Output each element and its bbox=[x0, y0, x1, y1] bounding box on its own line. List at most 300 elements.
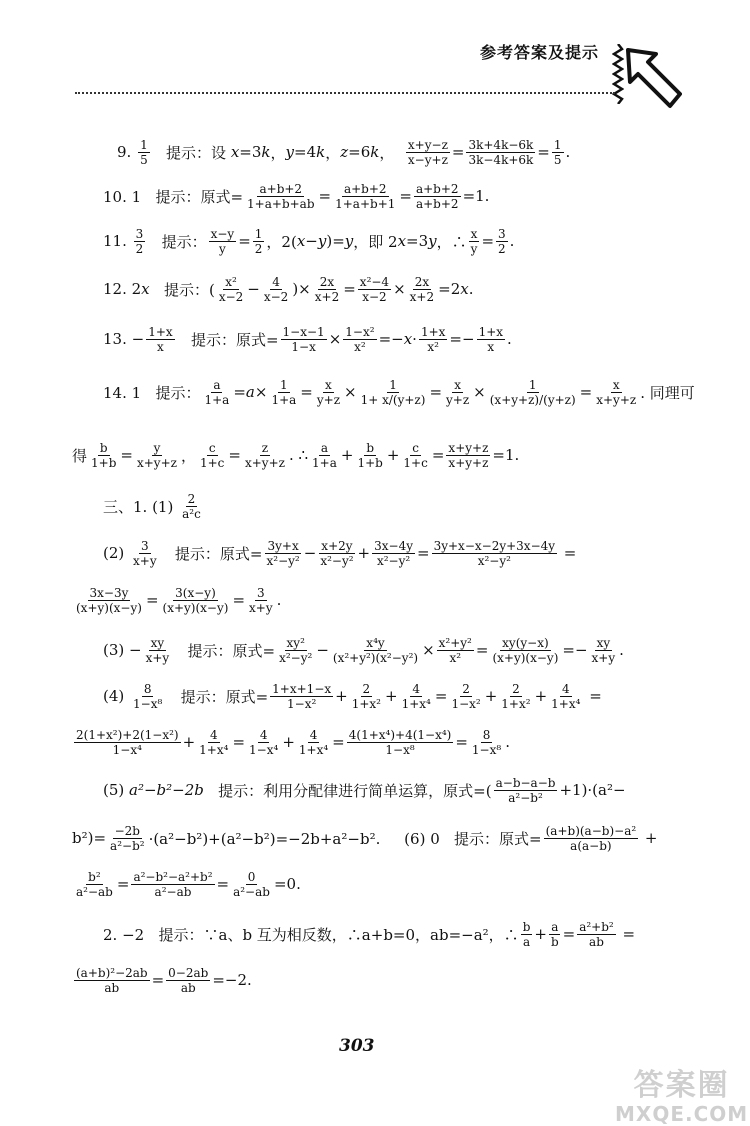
fraction-denominator: 3k−4k+6k bbox=[468, 152, 534, 167]
fraction-numerator: x bbox=[325, 377, 332, 392]
line-text: 提示： bbox=[147, 232, 207, 251]
fraction-denominator: 1+a+b+ab bbox=[247, 196, 315, 211]
fraction-numerator: c bbox=[412, 440, 419, 455]
line-text: + bbox=[385, 687, 398, 705]
line-text: 10. 1 提示：原式= bbox=[103, 187, 244, 206]
fraction-numerator: 1 bbox=[553, 137, 562, 152]
line-text: × bbox=[328, 330, 342, 348]
fraction-denominator: 1+a bbox=[204, 392, 230, 407]
fraction bbox=[74, 586, 144, 615]
line-text: ， bbox=[180, 446, 196, 465]
fraction-numerator: xy(y−x) bbox=[502, 635, 549, 650]
fraction bbox=[161, 586, 231, 615]
fraction bbox=[247, 728, 280, 757]
math-variable: a²−b²−2b bbox=[129, 781, 204, 799]
line-text: (3) − bbox=[103, 641, 142, 659]
fraction-numerator: a+b+2 bbox=[415, 181, 459, 196]
line-text: = bbox=[216, 875, 230, 893]
line-text: ，∴ bbox=[436, 232, 467, 251]
line-text: + bbox=[182, 733, 196, 751]
fraction-denominator: 1−x⁴ bbox=[112, 742, 142, 757]
fraction-numerator: 3 bbox=[498, 226, 506, 241]
line-text: − bbox=[303, 544, 317, 562]
fraction-numerator: b bbox=[99, 440, 108, 455]
solution-line bbox=[103, 372, 695, 412]
fraction bbox=[477, 325, 505, 354]
line-text: × bbox=[254, 383, 268, 401]
line-text: = bbox=[481, 232, 495, 250]
fraction-numerator: a bbox=[213, 377, 221, 392]
line-text: ， bbox=[270, 143, 286, 162]
fraction bbox=[281, 325, 327, 354]
line-text: =− bbox=[449, 330, 475, 348]
line-text: 14. 1 提示： bbox=[103, 383, 201, 402]
solution-line bbox=[72, 580, 281, 620]
fraction-denominator: 1+a+b+1 bbox=[335, 196, 396, 211]
line-text: 提示：设 bbox=[151, 143, 231, 162]
line-text: 11. bbox=[103, 232, 132, 250]
fraction-denominator: 1+x⁴ bbox=[551, 696, 581, 711]
fraction-numerator: a+b+2 bbox=[343, 181, 387, 196]
fraction bbox=[488, 378, 578, 407]
fraction bbox=[209, 227, 237, 256]
fraction-denominator: x+y bbox=[133, 553, 157, 568]
fraction bbox=[470, 728, 503, 757]
fraction bbox=[166, 966, 210, 995]
fraction bbox=[355, 441, 384, 470]
solution-line bbox=[103, 914, 635, 954]
line-text: = bbox=[116, 875, 130, 893]
line-text: = bbox=[145, 591, 159, 609]
fraction-denominator: x+2 bbox=[314, 289, 340, 304]
fraction-denominator: y bbox=[470, 241, 478, 256]
fraction-denominator: (x+y+z)/(y+z) bbox=[489, 392, 576, 407]
line-text: +1)·(a²− bbox=[559, 781, 626, 799]
line-text: × bbox=[422, 641, 435, 659]
line-text: · bbox=[412, 330, 417, 348]
fraction-denominator: 1−x bbox=[291, 339, 316, 354]
fraction-denominator: a(a−b) bbox=[570, 838, 612, 853]
fraction bbox=[135, 441, 179, 470]
solution-line bbox=[103, 770, 626, 810]
fraction-denominator: 1−x⁴ bbox=[249, 742, 279, 757]
line-text: (2) bbox=[103, 544, 130, 562]
line-text: ， bbox=[325, 143, 341, 162]
fraction-denominator: y+z bbox=[316, 392, 341, 407]
fraction-numerator: xy bbox=[150, 635, 165, 650]
fraction-denominator: 2 bbox=[135, 241, 144, 256]
fraction-denominator: 1+x² bbox=[351, 696, 381, 711]
math-variable: x bbox=[141, 280, 150, 298]
fraction bbox=[372, 539, 415, 568]
line-text: + bbox=[357, 544, 371, 562]
line-text: + bbox=[282, 733, 295, 751]
fraction-numerator: a bbox=[551, 919, 559, 934]
solution-line bbox=[103, 319, 512, 359]
fraction-numerator: x⁴y bbox=[366, 635, 385, 650]
fraction-numerator: −2b bbox=[114, 823, 140, 838]
line-text: ， bbox=[379, 143, 404, 162]
fraction-denominator: x−2 bbox=[362, 289, 387, 304]
line-text: =2 bbox=[438, 280, 461, 298]
line-text: 得 bbox=[72, 446, 88, 465]
line-text: . bbox=[619, 641, 624, 659]
math-variable: z bbox=[340, 143, 349, 161]
fraction bbox=[310, 441, 339, 470]
header-dotted-rule bbox=[75, 92, 615, 94]
line-text: . 同理可 bbox=[640, 383, 695, 402]
fraction bbox=[414, 182, 461, 211]
line-text: )= bbox=[326, 232, 345, 250]
fraction-denominator: x+y+z bbox=[596, 392, 637, 407]
line-text: + bbox=[386, 446, 400, 464]
fraction-denominator: 1+b bbox=[357, 455, 383, 470]
fraction-denominator: ab bbox=[104, 980, 120, 995]
fraction-denominator: x²−y² bbox=[266, 553, 300, 568]
fraction-numerator: 2x bbox=[414, 274, 430, 289]
fraction bbox=[400, 682, 433, 711]
fraction-numerator: 1 bbox=[254, 226, 263, 241]
math-variable: a bbox=[245, 383, 255, 401]
fraction bbox=[496, 227, 508, 256]
fraction-denominator: a+b+2 bbox=[415, 196, 459, 211]
fraction bbox=[315, 378, 342, 407]
line-text: 提示：原式= bbox=[173, 641, 276, 660]
solution-line bbox=[103, 486, 205, 526]
fraction-numerator: 4 bbox=[309, 727, 318, 742]
fraction-numerator: 1+x bbox=[148, 324, 173, 339]
line-text: = bbox=[151, 971, 165, 989]
solution-line bbox=[72, 864, 301, 904]
fraction-numerator: 1−x−1 bbox=[282, 324, 325, 339]
math-variable: x bbox=[230, 143, 240, 161]
fraction-numerator: a²−b²−a²+b² bbox=[133, 869, 213, 884]
fraction bbox=[253, 227, 265, 256]
fraction-denominator: 5 bbox=[140, 152, 148, 167]
fraction bbox=[494, 776, 558, 805]
fraction bbox=[449, 682, 482, 711]
fraction-numerator: 2 bbox=[362, 681, 371, 696]
solution-line bbox=[103, 221, 514, 261]
line-text: = bbox=[332, 733, 345, 751]
fraction-denominator: 2 bbox=[254, 241, 263, 256]
fraction-numerator: 8 bbox=[143, 681, 152, 696]
fraction bbox=[269, 378, 298, 407]
fraction-numerator: x+y+z bbox=[448, 440, 489, 455]
fraction-numerator: a²+b² bbox=[579, 919, 614, 934]
line-text: × bbox=[393, 280, 406, 298]
math-variable: x bbox=[296, 232, 306, 250]
math-variable: k bbox=[316, 143, 326, 161]
line-text: . bbox=[509, 232, 515, 250]
fraction-denominator: a²−b² bbox=[110, 838, 145, 853]
fraction bbox=[552, 138, 564, 167]
fraction bbox=[231, 870, 272, 899]
fraction-denominator: x+y bbox=[591, 650, 616, 665]
fraction bbox=[89, 441, 118, 470]
line-text: + bbox=[340, 446, 354, 464]
line-text: = bbox=[238, 232, 251, 250]
fraction bbox=[331, 636, 420, 665]
fraction bbox=[108, 824, 147, 853]
solution-line bbox=[103, 533, 576, 573]
fraction-denominator: x+2 bbox=[409, 289, 435, 304]
fraction bbox=[313, 275, 341, 304]
math-variable: y bbox=[428, 232, 437, 250]
fraction-denominator: a²−ab bbox=[76, 884, 113, 899]
fraction-denominator: y bbox=[218, 241, 226, 256]
fraction bbox=[419, 325, 447, 354]
fraction-denominator: x²−y² bbox=[279, 650, 313, 665]
fraction-numerator: x² bbox=[225, 274, 237, 289]
fraction bbox=[350, 682, 383, 711]
line-text: = bbox=[431, 446, 445, 464]
fraction-denominator: 1+c bbox=[199, 455, 225, 470]
fraction-numerator: 3y+x bbox=[267, 538, 299, 553]
fraction-numerator: z bbox=[261, 440, 269, 455]
fraction-denominator: b bbox=[550, 934, 559, 949]
solution-line bbox=[72, 435, 519, 475]
fraction-denominator: a²−b² bbox=[508, 790, 543, 805]
fraction bbox=[262, 275, 290, 304]
fraction-denominator: x² bbox=[449, 650, 462, 665]
line-text: = bbox=[455, 733, 468, 751]
line-text: = bbox=[343, 280, 356, 298]
solution-line bbox=[72, 960, 252, 1000]
watermark-line1: 答案圈 bbox=[633, 1068, 730, 1103]
fraction bbox=[74, 728, 181, 757]
fraction-denominator: y+z bbox=[446, 392, 470, 407]
fraction bbox=[499, 682, 532, 711]
fraction bbox=[333, 182, 397, 211]
line-text: − bbox=[316, 641, 329, 659]
math-variable: y bbox=[285, 143, 294, 161]
line-text: =1. bbox=[492, 446, 520, 464]
fraction-numerator: 3x−3y bbox=[89, 585, 129, 600]
solution-line bbox=[103, 269, 474, 309]
fraction-numerator: 3 bbox=[135, 226, 144, 241]
fraction-numerator: 3 bbox=[141, 538, 149, 553]
header-title: 参考答案及提示 bbox=[480, 43, 600, 62]
line-text: 13. − bbox=[103, 330, 145, 348]
fraction-denominator: 1+x⁴ bbox=[199, 742, 229, 757]
fraction-numerator: x bbox=[454, 377, 461, 392]
line-text: 提示：原式= bbox=[176, 330, 279, 349]
line-text: . bbox=[507, 330, 512, 348]
fraction-denominator: x+y bbox=[249, 600, 273, 615]
line-text: =− bbox=[562, 641, 588, 659]
fraction bbox=[544, 824, 639, 853]
fraction bbox=[180, 492, 203, 521]
fraction-numerator: 1+x+1−x bbox=[272, 681, 332, 696]
line-text: =6 bbox=[348, 143, 371, 161]
fraction-denominator: (x+y)(x−y) bbox=[162, 600, 229, 615]
fraction-numerator: x²+y² bbox=[438, 635, 472, 650]
fraction-denominator: 1+ x/(y+z) bbox=[360, 392, 426, 407]
line-text: 12. 2 bbox=[103, 280, 142, 298]
fraction-denominator: 1−x⁸ bbox=[385, 742, 415, 757]
fraction-denominator: x−2 bbox=[263, 289, 289, 304]
fraction-denominator: x+y+z bbox=[244, 455, 285, 470]
line-text: . bbox=[565, 143, 571, 161]
line-text: = bbox=[579, 383, 593, 401]
fraction-numerator: a bbox=[320, 440, 329, 455]
fraction-denominator: (x+y)(x−y) bbox=[76, 600, 142, 615]
line-text: × bbox=[473, 383, 486, 401]
line-text: =3 bbox=[239, 143, 262, 161]
line-text: . bbox=[505, 733, 510, 751]
math-variable: k bbox=[370, 143, 380, 161]
fraction-denominator: 2 bbox=[498, 241, 506, 256]
fraction-numerator: 1−x² bbox=[345, 324, 375, 339]
watermark-line2: MXQE.COM bbox=[615, 1102, 749, 1126]
fraction bbox=[549, 920, 561, 949]
line-text: = bbox=[475, 641, 489, 659]
fraction-denominator: 1+x⁴ bbox=[298, 742, 329, 757]
fraction-denominator: 1+a bbox=[271, 392, 297, 407]
fraction-numerator: 1 bbox=[528, 377, 537, 392]
line-text: = bbox=[562, 925, 576, 943]
line-text: = bbox=[559, 544, 577, 562]
fraction-denominator: (x+y)(x−y) bbox=[492, 650, 559, 665]
fraction-numerator: 3 bbox=[257, 585, 265, 600]
fraction-numerator: x bbox=[612, 377, 620, 392]
fraction-numerator: 1 bbox=[280, 377, 288, 392]
fraction bbox=[437, 636, 474, 665]
fraction-denominator: x+y+z bbox=[448, 455, 489, 470]
fraction-numerator: 2(1+x²)+2(1−x²) bbox=[76, 727, 179, 742]
fraction bbox=[74, 966, 150, 995]
fraction bbox=[318, 539, 355, 568]
fraction bbox=[590, 636, 618, 665]
fraction bbox=[347, 728, 454, 757]
watermark-logo bbox=[615, 1060, 748, 1126]
line-text: (4) bbox=[103, 687, 130, 705]
fraction-numerator: 1 bbox=[389, 377, 397, 392]
fraction-numerator: b bbox=[366, 440, 374, 455]
fraction bbox=[469, 227, 480, 256]
line-text: = bbox=[434, 687, 448, 705]
line-text: + bbox=[640, 829, 658, 847]
fraction bbox=[432, 539, 557, 568]
line-text: = bbox=[417, 544, 430, 562]
fraction bbox=[134, 227, 146, 256]
fraction-denominator: x bbox=[157, 339, 164, 354]
fraction-numerator: xy bbox=[596, 635, 611, 650]
fraction bbox=[202, 378, 231, 407]
fraction-numerator: 4 bbox=[209, 727, 218, 742]
fraction bbox=[549, 682, 582, 711]
fraction-numerator: 2 bbox=[512, 681, 520, 696]
fraction bbox=[197, 728, 230, 757]
fraction-numerator: 4 bbox=[561, 681, 570, 696]
fraction-numerator: x−y bbox=[210, 226, 235, 241]
math-variable: x bbox=[403, 330, 413, 348]
line-text: = bbox=[318, 187, 332, 205]
fraction-numerator: 4(1+x⁴)+4(1−x⁴) bbox=[348, 727, 452, 742]
fraction-denominator: 1−x² bbox=[451, 696, 481, 711]
fraction bbox=[245, 182, 316, 211]
math-variable: y bbox=[317, 232, 327, 250]
line-text: × bbox=[344, 383, 357, 401]
fraction-denominator: 1+a bbox=[312, 455, 337, 470]
fraction bbox=[466, 138, 535, 167]
line-text: =3 bbox=[406, 232, 429, 250]
fraction-denominator: a²c bbox=[182, 506, 201, 521]
fraction-denominator: 1−x⁸ bbox=[133, 696, 163, 711]
fraction-denominator: x² bbox=[427, 339, 439, 354]
fraction-denominator: x bbox=[487, 339, 495, 354]
line-text: ，2( bbox=[266, 232, 297, 251]
fraction bbox=[217, 275, 245, 304]
fraction-denominator: x²−y² bbox=[376, 553, 411, 568]
fraction-denominator: a²−ab bbox=[154, 884, 192, 899]
fraction bbox=[146, 325, 174, 354]
fraction-numerator: a+b+2 bbox=[259, 181, 303, 196]
fraction bbox=[408, 275, 436, 304]
line-text: . ∴ bbox=[288, 446, 309, 464]
line-text: =1. bbox=[462, 187, 490, 205]
fraction-numerator: 3x−4y bbox=[374, 538, 413, 553]
line-text: 提示：原式= bbox=[166, 687, 269, 706]
line-text: + bbox=[484, 687, 498, 705]
fraction-numerator: c bbox=[208, 440, 216, 455]
math-variable: x bbox=[460, 280, 469, 298]
line-text: = bbox=[451, 143, 465, 161]
fraction bbox=[265, 539, 302, 568]
fraction bbox=[138, 138, 150, 167]
line-text: . bbox=[276, 591, 282, 609]
math-variable: k bbox=[261, 143, 271, 161]
fraction-denominator: x+y+z bbox=[136, 455, 177, 470]
solution-line bbox=[103, 176, 489, 216]
fraction-denominator: a bbox=[522, 934, 531, 949]
line-text: ·(a²−b²)+(a²−b²)=−2b+a²−b². (6) 0 提示：原式= bbox=[148, 829, 542, 848]
line-text: =− bbox=[378, 330, 404, 348]
fraction bbox=[247, 586, 275, 615]
line-text: 9. bbox=[117, 143, 137, 161]
line-text: = bbox=[232, 733, 246, 751]
line-text: + bbox=[534, 687, 548, 705]
fraction-numerator: 8 bbox=[482, 727, 491, 742]
fraction-denominator: 1+c bbox=[403, 455, 428, 470]
line-text: − bbox=[305, 232, 318, 250]
fraction bbox=[446, 441, 490, 470]
line-text: = bbox=[300, 383, 313, 401]
fraction-numerator: x+y−z bbox=[407, 137, 448, 152]
fraction-numerator: x²−4 bbox=[359, 274, 390, 289]
line-text: = bbox=[537, 143, 550, 161]
fraction-numerator: x bbox=[470, 226, 478, 241]
fraction bbox=[359, 378, 428, 407]
line-text: ，即 2 bbox=[353, 232, 398, 251]
arrow-icon bbox=[626, 48, 682, 110]
fraction bbox=[594, 378, 638, 407]
fraction-numerator: 4 bbox=[412, 681, 421, 696]
line-text: 2. −2 提示：∵a、b 互为相反数，∴a+b=0，ab=−a²，∴ bbox=[103, 925, 519, 944]
fraction-numerator: 4 bbox=[259, 727, 268, 742]
fraction-numerator: 0 bbox=[247, 869, 256, 884]
fraction-denominator: 1+x⁴ bbox=[401, 696, 431, 711]
line-text: = bbox=[228, 446, 241, 464]
fraction-numerator: 3k+4k−6k bbox=[468, 137, 534, 152]
fraction-denominator: 1+b bbox=[91, 455, 117, 470]
line-text: 三、1. (1) bbox=[103, 497, 179, 516]
fraction-numerator: 1+x bbox=[478, 324, 504, 339]
line-text: =4 bbox=[294, 143, 317, 161]
fraction-numerator: 0−2ab bbox=[168, 965, 209, 980]
fraction bbox=[243, 441, 287, 470]
